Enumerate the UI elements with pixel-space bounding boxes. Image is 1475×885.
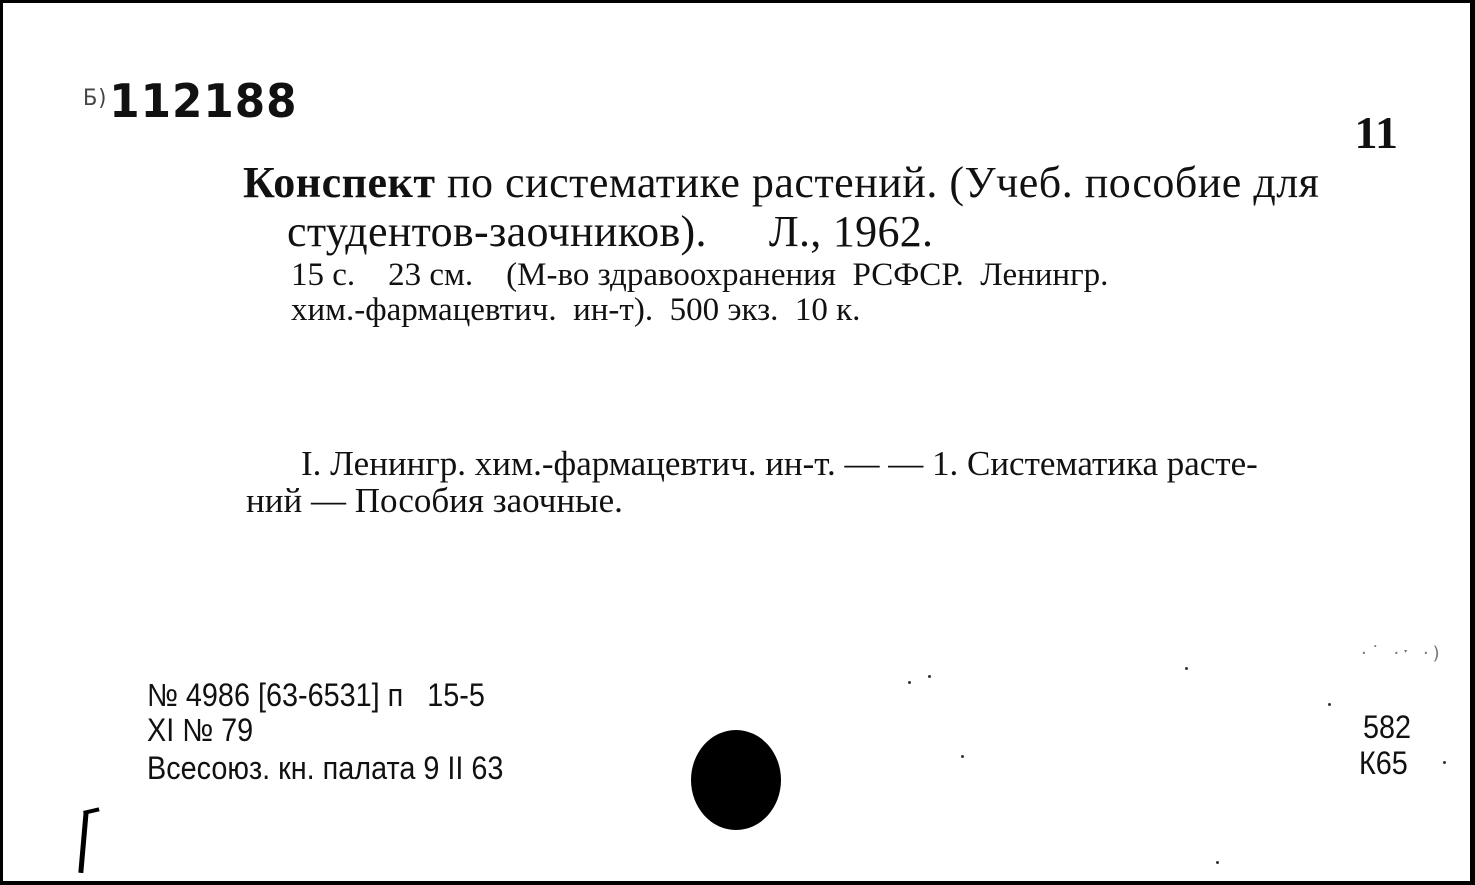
print-speck: [1185, 667, 1188, 670]
pen-mark: [78, 811, 88, 873]
subject-headings-line-2: ний — Пособия заочные.: [246, 481, 623, 520]
accession-mark: Б): [83, 86, 108, 111]
registration-line-2: XI № 79: [147, 712, 254, 748]
accession-number: [83, 74, 298, 128]
title-bold-word: Конспект: [243, 158, 436, 207]
registration-line-1: № 4986 [63-6531] п 15-5: [147, 677, 485, 713]
classification-author-mark: К65: [1359, 745, 1408, 781]
classification-udc: 582: [1363, 709, 1412, 745]
title-rest: по систематике растений. (Учеб. пособие для: [446, 158, 1320, 207]
accession-number-text: 112188: [109, 74, 298, 128]
physical-description-line-1: 15 с. 23 см. (М-во здравоохранения РСФСР. Ленингр.: [291, 257, 1109, 293]
subject-headings-line-1: I. Ленингр. хим.-фармацевтич. ин-т. — — 1. Систематика расте-: [301, 444, 1258, 483]
registration-line-3: Всесоюз. кн. палата 9 II 63: [147, 750, 504, 786]
faint-stamp-mark: ·˙ ·ˑ ·): [1361, 643, 1444, 664]
print-speck: [1328, 703, 1331, 706]
print-speck: [1216, 861, 1219, 864]
card-number: 11: [1354, 107, 1398, 158]
print-speck: [961, 755, 964, 758]
physical-description-line-2: хим.-фармацевтич. ин-т). 500 экз. 10 к.: [291, 292, 861, 328]
title-continuation: студентов-заочников).: [287, 207, 707, 256]
print-speck: [1443, 761, 1446, 764]
title-line-2: [287, 207, 934, 256]
imprint: Л., 1962.: [768, 207, 934, 256]
print-speck: [928, 675, 931, 678]
print-speck: [908, 681, 911, 684]
punch-hole: [691, 730, 781, 830]
title-line-1: [243, 158, 1320, 207]
